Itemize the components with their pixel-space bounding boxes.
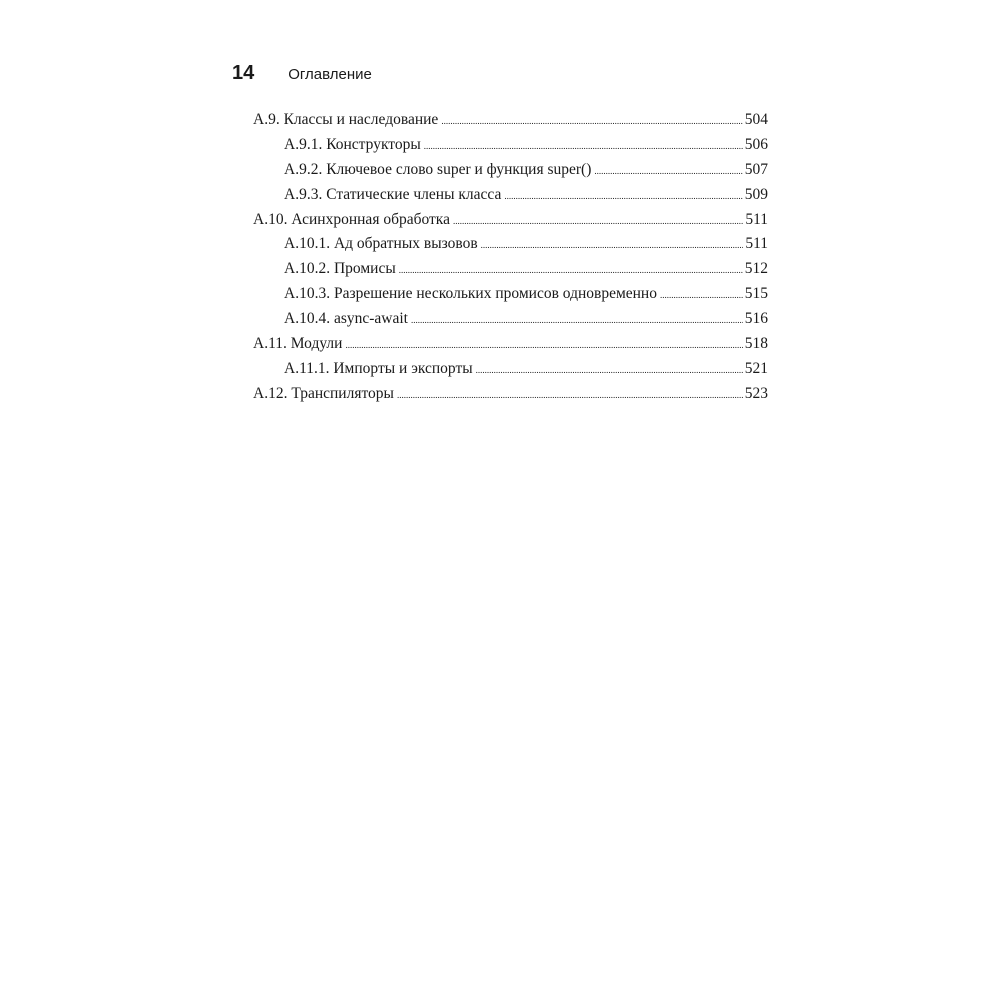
toc-entry-page: 509 (744, 185, 768, 203)
toc-entry (253, 335, 768, 360)
toc-entry (253, 136, 768, 161)
toc-entry (253, 260, 768, 285)
toc-entry-page: 516 (744, 310, 768, 328)
dot-leader (399, 265, 743, 275)
toc-entry-label: А.10.3. Разрешение нескольких промисов одновременно (284, 285, 657, 303)
toc-entry (253, 310, 768, 335)
toc-entry-page: 506 (744, 135, 768, 153)
toc-entry (253, 360, 768, 385)
dot-leader (441, 116, 742, 126)
toc-entry-label: А.10.2. Промисы (284, 260, 396, 278)
toc-entry (253, 285, 768, 310)
toc-entry-label: А.11.1. Импорты и экспорты (284, 359, 473, 377)
toc-entry-page: 511 (745, 210, 768, 228)
toc-entry-label: А.9.2. Ключевое слово super и функция super() (284, 160, 592, 178)
dot-leader (594, 166, 742, 176)
toc-entry-page: 504 (744, 111, 768, 128)
dot-leader (660, 290, 743, 300)
toc-entry (253, 161, 768, 186)
page-number: 14 (232, 62, 255, 84)
table-of-contents (253, 111, 768, 410)
dot-leader (481, 240, 744, 250)
toc-entry-label: А.9.3. Статические члены класса (284, 185, 502, 203)
dot-leader (453, 216, 743, 226)
toc-entry-label: А.9. Классы и наследование (253, 111, 439, 128)
toc-entry-page: 511 (745, 235, 768, 253)
running-header (232, 62, 372, 90)
toc-entry-page: 512 (744, 260, 768, 278)
toc-entry (253, 186, 768, 211)
toc-entry-page: 515 (744, 285, 768, 303)
toc-entry-label: А.10. Асинхронная обработка (253, 210, 450, 228)
toc-entry-page: 507 (744, 160, 768, 178)
dot-leader (397, 390, 743, 400)
toc-entry-label: А.11. Модули (253, 335, 343, 353)
toc-entry-page: 518 (744, 335, 768, 353)
running-header-title: Оглавление (288, 66, 372, 83)
dot-leader (345, 340, 742, 350)
toc-entry (253, 111, 768, 136)
toc-entry-label: А.12. Транспиляторы (253, 384, 394, 402)
dot-leader (504, 191, 742, 201)
dot-leader (476, 365, 743, 375)
toc-entry (253, 211, 768, 236)
toc-entry-label: А.10.1. Ад обратных вызовов (284, 235, 478, 253)
toc-entry-page: 523 (744, 384, 768, 402)
toc-entry (253, 385, 768, 410)
toc-entry-label: А.10.4. async-await (284, 310, 408, 328)
dot-leader (411, 315, 743, 325)
toc-entry (253, 235, 768, 260)
toc-entry-page: 521 (744, 359, 768, 377)
toc-entry-label: А.9.1. Конструкторы (284, 135, 421, 153)
dot-leader (424, 141, 743, 151)
